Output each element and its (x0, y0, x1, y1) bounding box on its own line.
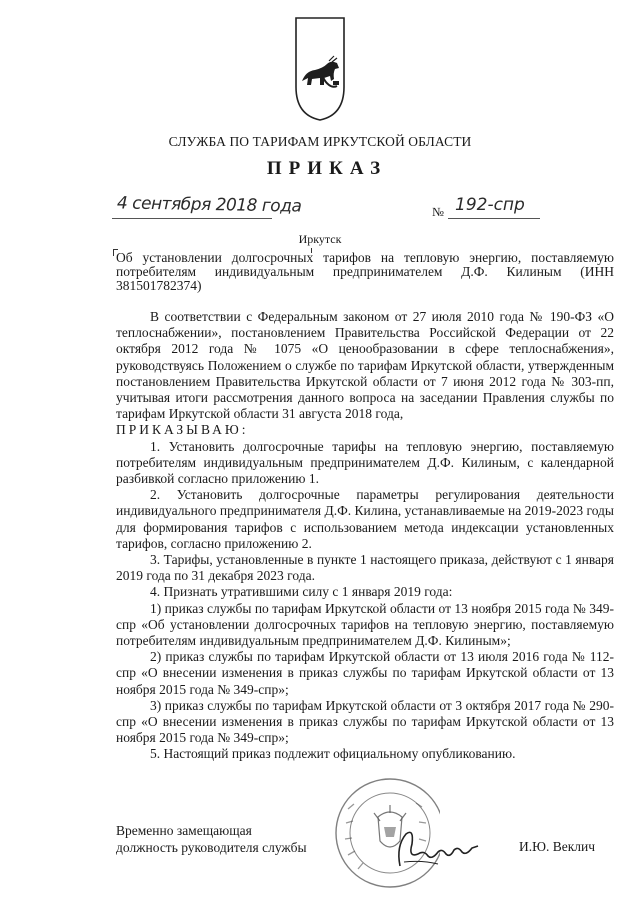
number-underline (448, 218, 540, 219)
clause-5: 5. Настоящий приказ подлежит официальному опубликованию. (150, 746, 516, 762)
signatory-name: И.Ю. Веклич (519, 839, 596, 854)
order-subject: Об установлении долгосрочных тарифов на тепловую энергию, поставляемую потребителям индивидуальным предпринимателем Д.Ф. Килиным (ИНН 381501782374) (116, 250, 614, 293)
clause-4-1: 1) приказ службы по тарифам Иркутской области от 13 ноября 2015 года № 349-спр «Об установлении долгосрочных тарифов на тепловую энергию, поставляемую потребителям индивидуальным предпринимателем Д.Ф. Килиным»; (116, 600, 614, 649)
clause-2: 2. Установить долгосрочные параметры регулирования деятельности индивидуального предпринимателя Д.Ф. Килина, устанавливаемые на 2019-2023 годы для формирования тарифов с использованием метода индексации установленных тарифов, согласно приложению 2. (116, 487, 614, 551)
clause-4: 4. Признать утратившими силу с 1 января 2019 года: (150, 584, 453, 600)
clause-3: 3. Тарифы, установленные в пункте 1 настоящего приказа, действуют с 1 января 2019 года по 31 декабря 2023 года. (116, 552, 614, 584)
agency-name: СЛУЖБА ПО ТАРИФАМ ИРКУТСКОЙ ОБЛАСТИ (168, 134, 472, 149)
signatory-position (116, 822, 307, 856)
order-body (116, 309, 614, 763)
number-sign: № (432, 205, 444, 219)
clause-4-3: 3) приказ службы по тарифам Иркутской области от 3 октября 2017 года № 290-спр «О внесении изменения в приказ службы по тарифам Иркутской области от 13 ноября 2015 года № 349-спр»; (116, 697, 614, 746)
order-word: ПРИКАЗЫВАЮ: (116, 422, 249, 438)
handwritten-signature-icon (392, 826, 482, 870)
signatory-position-line-2: должность руководителя службы (116, 840, 307, 855)
handwritten-number: 192-спр (455, 195, 525, 215)
preamble-paragraph: В соответствии с Федеральным законом от 27 июля 2010 года № 190-ФЗ «О теплоснабжении», постановлением Правительства Российской Федерации от 22 октября 2012 года № 1075 «О ценообразовании в сфере теплоснабжения», руководствуясь Положением о службе по тарифам Иркутской области, утвержденным постановлением Правительства Иркутской области от 7 июня 2012 года № 303-пп, учитывая итоги рассмотрения данного вопроса на заседании Правления службы по тарифам Иркутской области 31 августа 2018 года, (116, 309, 614, 422)
clause-1: 1. Установить долгосрочные тарифы на тепловую энергию, поставляемую потребителям индивидуальным предпринимателем Д.Ф. Килиным, с календарной разбивкой согласно приложению 1. (116, 438, 614, 487)
handwritten-date: 4 сентября 2018 года (116, 193, 302, 217)
city-name: Иркутск (298, 232, 342, 246)
clause-4-2: 2) приказ службы по тарифам Иркутской области от 13 июля 2016 года № 112-спр «О внесении изменения в приказ службы по тарифам Иркутской области от 13 ноября 2015 года № 349-спр»; (116, 649, 614, 697)
signatory-position-line-1: Временно замещающая (116, 823, 252, 838)
coat-of-arms-irkutsk-icon (293, 15, 347, 123)
date-underline (112, 218, 272, 219)
document-type-title: ПРИКАЗ (266, 158, 388, 179)
